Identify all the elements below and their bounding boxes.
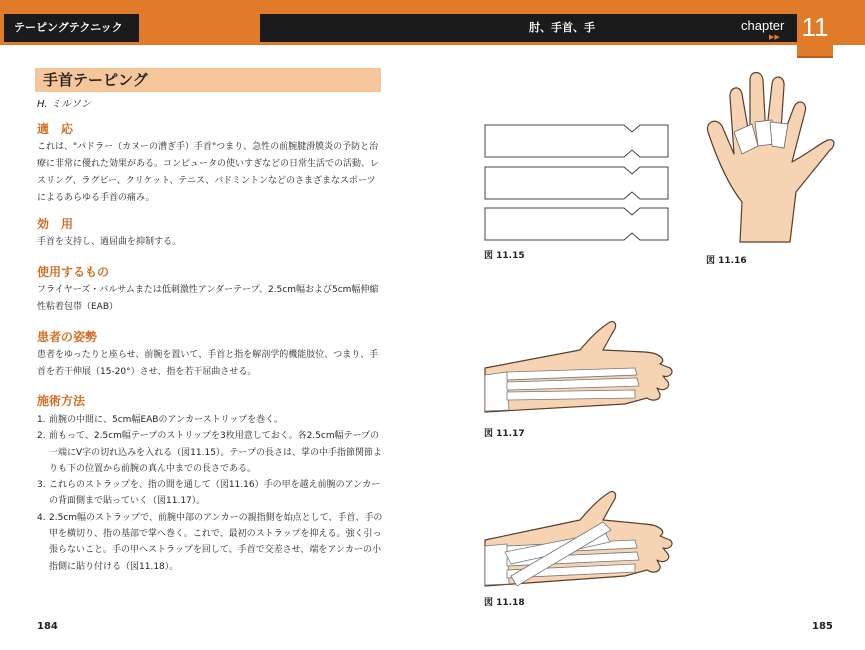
section-title: 肘、手首、手 xyxy=(529,21,595,34)
procedure-steps xyxy=(37,412,383,575)
article-title: 手首テーピング xyxy=(35,68,381,92)
category-label: テーピングテクニック xyxy=(4,14,139,42)
heading-position: 患者の姿勢 xyxy=(37,330,98,344)
list-item: 2. 前もって、2.5cm幅テープのストリップを3枚用意しておく。各2.5cm幅テープの一端にV字の切れ込みを入れる（図11.15）。テープの長さは、掌の中手指節関節よりも下の位置から前腕の真ん中までの長さである。 xyxy=(37,431,382,474)
figure-11-17-hand-strips xyxy=(485,320,675,415)
text-position: 患者をゆったりと座らせ、前腕を置いて、手首と指を解剖学的機能肢位、つまり、手首を若干伸展（15-20°）させ、指を若干屈曲させる。 xyxy=(37,350,379,377)
chapter-label: chapter xyxy=(741,18,785,33)
figure-11-15-tape-strips xyxy=(484,122,670,242)
author: H. ミルソン xyxy=(37,99,91,110)
list-item: 4. 2.5cm幅のストラップで、前腕中部のアンカーの親指側を始点として、手首、手の甲を横切り、指の基部で掌へ巻く。これで、最初のストラップを抑える。強く引っ張らないこと。手の甲へストラップを回して、手首で交差させ、端をアンカーの小指側に貼り付ける（図11.18）。 xyxy=(37,512,383,572)
heading-materials: 使用するもの xyxy=(37,265,110,279)
text-effects: 手首を支持し、過屈曲を抑制する。 xyxy=(37,237,182,247)
text-indications: これは、"パドラー（カヌーの漕ぎ手）手首"つまり、急性の前腕腱滑膜炎の予防と治療に非常に優れた効果がある。コンピュータの使いすぎなどの日常生活での活動、レスリング、ラグビー、クリケット、テニス、バドミントンなどのさまざまなスポーツによるあらゆる手首の痛み。 xyxy=(37,142,380,203)
heading-indications: 適 応 xyxy=(37,122,74,136)
page-number-right: 185 xyxy=(812,621,833,632)
figure-label-11-18: 図 11.18 xyxy=(484,598,525,608)
list-item: 1. 前腕の中間に、5cm幅EABのアンカーストリップを巻く。 xyxy=(37,415,284,425)
chapter-arrow-icon: ▶▶ xyxy=(769,33,780,41)
chapter-number: 11 xyxy=(797,4,833,58)
figure-label-11-16: 図 11.16 xyxy=(706,256,747,266)
figure-label-11-17: 図 11.17 xyxy=(484,429,525,439)
figure-11-16-hand xyxy=(700,62,840,247)
page-number-left: 184 xyxy=(37,621,58,632)
heading-effects: 効 用 xyxy=(37,217,74,231)
text-materials: フライヤーズ・バルサムまたは低刺激性アンダーテープ、2.5cm幅および5cm幅伸縮性粘着包帯（EAB） xyxy=(37,285,379,312)
list-item: 3. これらのストラップを、指の間を通して（図11.16）手の甲を越え前腕のアンカーの背面側まで貼っていく（図11.17）。 xyxy=(37,480,381,507)
figure-label-11-15: 図 11.15 xyxy=(484,251,525,261)
heading-procedure: 施術方法 xyxy=(37,394,86,408)
figure-11-18-hand-cross-strap xyxy=(485,490,675,590)
